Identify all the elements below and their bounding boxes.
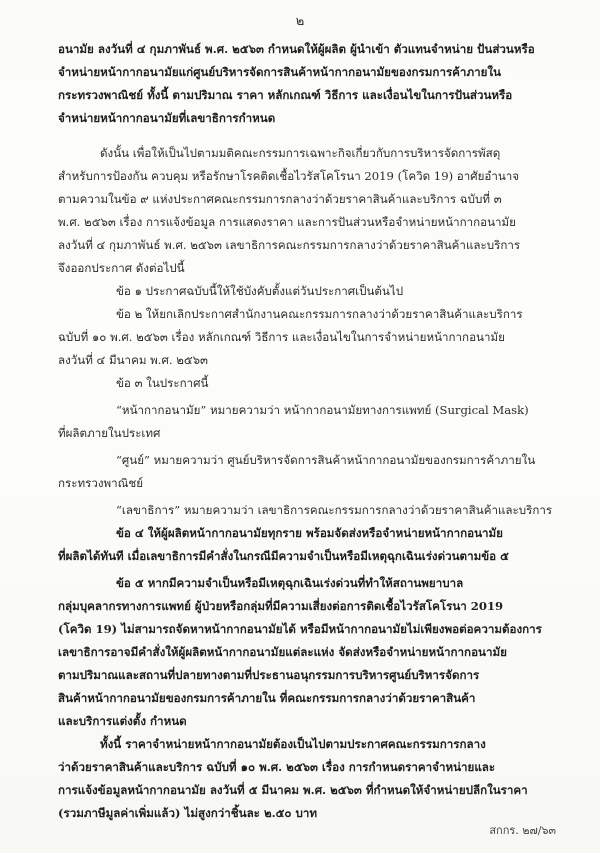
text-line: กระทรวงพาณิชย์ <box>58 476 144 490</box>
text-line: ที่ผลิตได้ทันที เมื่อเลขาธิการมีคำสั่งในกรณีมีความจำเป็นหรือมีเหตุฉุกเฉินเร่งด่วนตามข้อ ๕ <box>58 549 509 563</box>
definition-mask <box>58 399 563 445</box>
paragraph-authority <box>58 142 563 280</box>
definition-secretary: “เลขาธิการ” หมายความว่า เลขาธิการคณะกรรมการกลางว่าด้วยราคาสินค้าและบริการ <box>116 503 553 517</box>
text-line: ข้อ ๒ ให้ยกเลิกประกาศสำนักงานคณะกรรมการกลางว่าด้วยราคาสินค้าและบริการ <box>116 307 523 321</box>
document-body <box>58 38 563 825</box>
text-line: เลขาธิการอาจมีคำสั่งให้ผู้ผลิตหน้ากากอนามัยแต่ละแห่ง จัดส่งหรือจำหน่ายหน้ากากอนามัย <box>58 645 507 659</box>
text-line: จึงออกประกาศ ดังต่อไปนี้ <box>58 261 185 275</box>
text-line: กระทรวงพาณิชย์ ทั้งนี้ ตามปริมาณ ราคา หลักเกณฑ์ วิธีการ และเงื่อนไขในการปันส่วนหรือ <box>58 88 513 102</box>
clause-1: ข้อ ๑ ประกาศฉบับนี้ให้ใช้บังคับตั้งแต่วันประกาศเป็นต้นไป <box>116 284 404 298</box>
text-line: “หน้ากากอนามัย” หมายความว่า หน้ากากอนามัยทางการแพทย์ (Surgical Mask) <box>116 403 529 417</box>
text-line: ข้อ ๕ หากมีความจำเป็นหรือมีเหตุฉุกเฉินเร่งด่วนที่ทำให้สถานพยาบาล <box>116 576 464 590</box>
clause-3-title: ข้อ ๓ ในประกาศนี้ <box>116 376 209 390</box>
text-line: (โควิด 19) ไม่สามารถจัดหาหน้ากากอนามัยได้ หรือมีหน้ากากอนามัยไม่เพียงพอต่อความต้องการ <box>58 622 542 636</box>
document-code: สกกร. ๒๗/๖๓ <box>489 824 556 837</box>
text-line: สำหรับการป้องกัน ควบคุม หรือรักษาโรคติดเชื้อไวรัสโคโรนา 2019 (โควิด 19) อาศัยอำนาจ <box>58 169 520 183</box>
text-line: และบริการแต่งตั้ง กำหนด <box>58 714 187 728</box>
text-line: อนามัย ลงวันที่ ๔ กุมภาพันธ์ พ.ศ. ๒๕๖๓ กำหนดให้ผู้ผลิต ผู้นำเข้า ตัวแทนจำหน่าย ปันส่วนหรือ <box>58 42 535 56</box>
text-line: ฉบับที่ ๑๐ พ.ศ. ๒๕๖๓ เรื่อง หลักเกณฑ์ วิธีการ และเงื่อนไขในการจำหน่ายหน้ากากอนามัย <box>58 330 505 344</box>
text-line: จำหน่ายหน้ากากอนามัยที่เลขาธิการกำหนด <box>58 111 276 125</box>
clause-4 <box>58 522 563 568</box>
text-line: ตามความในข้อ ๙ แห่งประกาศคณะกรรมการกลางว่าด้วยราคาสินค้าและบริการ ฉบับที่ ๓ <box>58 192 502 206</box>
text-line: ทั้งนี้ ราคาจำหน่ายหน้ากากอนามัยต้องเป็นไปตามประกาศคณะกรรมการกลาง <box>100 737 486 751</box>
clause-5 <box>58 572 563 733</box>
text-line: (รวมภาษีมูลค่าเพิ่มแล้ว) ไม่สูงกว่าชิ้นละ ๒.๕๐ บาท <box>58 806 318 820</box>
text-line: จำหน่ายหน้ากากอนามัยแก่ศูนย์บริหารจัดการสินค้าหน้ากากอนามัยของกรมการค้าภายใน <box>58 65 501 79</box>
text-line: พ.ศ. ๒๕๖๓ เรื่อง การแจ้งข้อมูล การแสดงราคา และการปันส่วนหรือจำหน่ายหน้ากากอนามัย <box>58 215 516 229</box>
text-line: การแจ้งข้อมูลหน้ากากอนามัย ลงวันที่ ๕ มีนาคม พ.ศ. ๒๕๖๓ ที่กำหนดให้จำหน่ายปลีกในราคา <box>58 783 528 797</box>
text-line: สินค้าหน้ากากอนามัยของกรมการค้าภายใน ที่คณะกรรมการกลางว่าด้วยราคาสินค้า <box>58 691 476 705</box>
text-line: ดังนั้น เพื่อให้เป็นไปตามมติคณะกรรมการเฉพาะกิจเกี่ยวกับการบริหารจัดการพัสดุ <box>100 146 501 160</box>
text-line: ลงวันที่ ๔ กุมภาพันธ์ พ.ศ. ๒๕๖๓ เลขาธิการคณะกรรมการกลางว่าด้วยราคาสินค้าและบริการ <box>58 238 521 252</box>
spacer <box>58 130 563 142</box>
text-line: กลุ่มบุคลากรทางการแพทย์ ผู้ป่วยหรือกลุ่มที่มีความเสี่ยงต่อการติดเชื้อไวรัสโคโรนา 2019 <box>58 599 504 613</box>
text-line: “ศูนย์” หมายความว่า ศูนย์บริหารจัดการสินค้าหน้ากากอนามัยของกรมการค้าภายใน <box>116 453 536 467</box>
text-line: ว่าด้วยราคาสินค้าและบริการ ฉบับที่ ๑๐ พ.ศ. ๒๕๖๓ เรื่อง การกำหนดราคาจำหน่ายและ <box>58 760 496 774</box>
clause-2 <box>58 303 563 372</box>
text-line: ที่ผลิตภายในประเทศ <box>58 426 161 440</box>
text-line: ตามปริมาณและสถานที่ปลายทางตามที่ประธานอนุกรรมการบริหารศูนย์บริหารจัดการ <box>58 668 480 682</box>
paragraph-continuation <box>58 38 563 130</box>
page-number: ๒ <box>295 14 305 29</box>
text-line: ลงวันที่ ๔ มีนาคม พ.ศ. ๒๕๖๓ <box>58 353 208 367</box>
text-line: ข้อ ๔ ให้ผู้ผลิตหน้ากากอนามัยทุกราย พร้อมจัดส่งหรือจำหน่ายหน้ากากอนามัย <box>116 526 503 540</box>
definition-center <box>58 449 563 495</box>
paragraph-price <box>58 733 563 825</box>
